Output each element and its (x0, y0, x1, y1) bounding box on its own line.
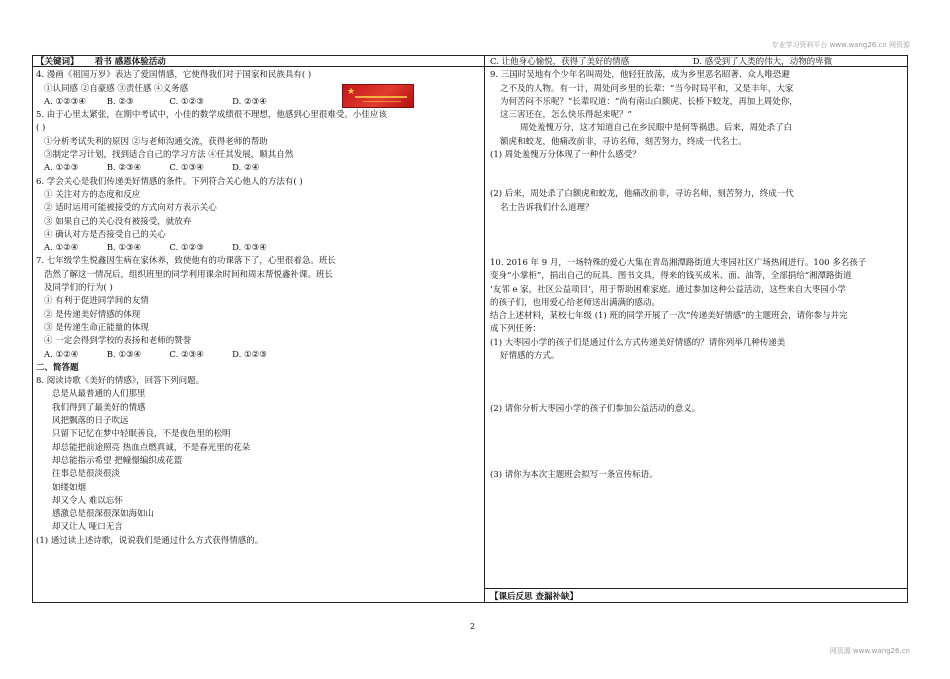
poem-line: 风把飘落的日子吹远 (52, 416, 129, 427)
question-9-sub1: (1) 周处羞愧万分体现了一种什么感受？ (490, 150, 641, 161)
question-10-sub1: (1) 大枣园小学的孩子们是通过什么方式传递美好情感的？请你列举几种传递美 (490, 337, 786, 348)
question-7-item: ④ 一定会得到学校的表扬和老师的赞誉 (44, 336, 192, 347)
question-10-text: 结合上述材料，某校七年级 (1) 班的同学开展了一次“传递美好情感”的主题班会，请你参与并完 (490, 311, 848, 322)
question-10-text: 成下列任务： (490, 324, 542, 335)
poem-line: 我们得到了最美好的情感 (52, 402, 146, 413)
reflection-heading: 【课后反思 查漏补缺】 (490, 592, 578, 602)
question-9-text: 为何苦闷不乐呢？”长辈叹道：“尚有南山白额虎、长桥下蛟龙，再加上周处你， (500, 96, 798, 107)
option-b: B. ②③ (106, 96, 134, 107)
question-9-text: 额虎和蛟龙，他痛改前非，寻访名师，刻苦努力，终成一代名士。 (500, 136, 747, 147)
right-column (490, 56, 904, 601)
option-a: A. ①②④ (44, 243, 79, 254)
poem-line: 却总能指示希望 把幢憬编织成花篮 (52, 455, 183, 466)
watermark-top: 专业学习资料平台 www.wang26.cn 网资源 (771, 41, 910, 49)
section-heading: 二、简答题 (36, 362, 79, 373)
option-d: D. ②③④ (232, 96, 267, 107)
poem-line: 总是从最普通的人们那里 (52, 389, 146, 400)
question-7-stem: 浩然了解这一情况后，组织班里的同学利用课余时间和周末帮悦鑫补课。班长 (44, 269, 334, 280)
question-4-stem: 4. 漫画《祖国万岁》表达了爱国情感，它使得我们对于国家和民族具有( ) (36, 70, 312, 81)
question-6-item: ② 适时运用可能被接受的方式向对方表示关心 (44, 203, 217, 214)
option-c: C. ①②③ (169, 96, 204, 107)
keyword-row (36, 56, 482, 69)
option-d: D. ②④ (232, 163, 260, 174)
question-7-options (36, 349, 482, 362)
left-column (36, 56, 482, 601)
question-6-item: ① 关注对方的态度和反应 (44, 189, 141, 200)
carryover-options (490, 56, 904, 69)
question-6-options (36, 242, 482, 255)
question-7-item: ② 是传递美好情感的体现 (44, 309, 141, 320)
watermark-bottom: 网资源 www.wang26.cn (829, 647, 910, 655)
reflection-row (490, 591, 790, 605)
question-10-sub2: (2) 请你分析大枣园小学的孩子们参加公益活动的意义。 (490, 404, 701, 415)
poem-line: 感激总是很深很深如海如山 (52, 509, 155, 520)
question-10-text: 10. 2016 年 9 月，一场特殊的爱心大集在青岛湘潭路街道大枣园社区广场热闹进行。100 多名孩子 (490, 257, 867, 268)
keyword-text: 看书 感恩体验活动 (94, 57, 166, 67)
question-9-sub2: (2) 后来，周处杀了白额虎和蛟龙，他痛改前非，寻访名师，刻苦努力，终成一代 (490, 189, 794, 200)
question-4-items: ①认同感 ②自豪感 ③责任感 ④义务感 (44, 83, 189, 94)
answer-space (490, 162, 904, 188)
question-10-sub3: (3) 请你为本次主题班会拟写一条宣传标语。 (490, 469, 658, 480)
question-8-sub1: (1) 通过读上述诗歌，说说我们是通过什么方式获得情感的。 (36, 535, 264, 546)
option-c: C. ②③④ (169, 349, 204, 360)
question-10-text: ‘友邻 e 家，社区公益项目’，用于帮助困难家庭。通过参加这种公益活动，这些来自大枣园小学 (490, 284, 846, 295)
question-6-item: ③ 如果自己的关心没有被接受，就放弃 (44, 216, 192, 227)
question-7-item: ③ 是传递生命正能量的体现 (44, 322, 149, 333)
question-6-stem: 6. 学会关心是我们传递美好情感的条件。下列符合关心他人的方法有( ) (36, 176, 303, 187)
poem-line: 却又让人 哑口无言 (52, 522, 123, 533)
question-10-sub1: 好情感的方式。 (500, 351, 560, 362)
question-6-item: ④ 确认对方是否接受自己的关心 (44, 229, 166, 240)
poem-line: 往事总是很淡很淡 (52, 469, 121, 480)
answer-space (490, 417, 904, 469)
column-divider (484, 55, 485, 603)
option-d: D. ①②③ (232, 349, 267, 360)
poem-line: 却又令人 难以忘怀 (52, 495, 123, 506)
question-7-stem: 及同学们的行为( ) (44, 283, 113, 294)
question-9-text: 周处羞愧万分，这才知道自己在乡民眼中是何等祸患。后来，周处杀了白 (520, 123, 793, 134)
question-10-text: 的孩子们，也用爱心给老师送出满满的感动。 (490, 297, 661, 308)
question-8-stem: 8. 阅读诗歌《美好的情感》，回答下列问题。 (36, 376, 205, 387)
star-icon: ★ (347, 87, 356, 97)
page-number: 2 (470, 622, 476, 631)
question-7-stem: 7. 七年级学生悦鑫因生病在家休养，致使他有的功课落下了，心里很着急。班长 (36, 256, 336, 267)
option-b: B. ②③④ (106, 163, 142, 174)
poem-line: 却总能把前途照亮 热血点燃真诚，不是春光里的花朵 (52, 442, 251, 453)
question-9-text: 9. 三国时吴地有个少年名叫周处，他轻狂放荡，成为乡里恶名昭著、众人唯恐避 (490, 70, 790, 81)
keyword-label: 【关键词】 (36, 57, 79, 67)
question-5-options (36, 162, 482, 175)
question-5-paren: ( ) (36, 123, 46, 134)
option-d: D. 感受到了人类的伟大，动物的卑微 (692, 57, 833, 67)
poem-line: 如缕如烟 (52, 482, 87, 493)
option-d: D. ①③④ (232, 243, 267, 254)
poem-line: 只留下记忆在梦中轻眠善良，不是夜色里的松明 (52, 429, 231, 440)
question-9-sub2: 名士告诉我们什么道理？ (500, 202, 594, 213)
option-a: A. ①②③④ (44, 96, 87, 107)
option-a: A. ①②④ (44, 349, 79, 360)
question-9-text: 之不及的人物。有一计，周处问乡里的长辈：“当今时局平和，又是丰年，大家 (500, 83, 794, 94)
question-10-text: 变身“小掌柜”，捐出自己的玩具、图书文具，得来的钱买成米、面、油等，全部捐给“湘潭路街道 (490, 271, 852, 282)
question-9-text: 这三害还在，怎么快乐得起来呢？” (500, 110, 632, 121)
option-b: B. ①③④ (106, 243, 142, 254)
question-4-options (36, 96, 482, 109)
option-c: C. 让他身心愉悦，获得了美好的情感 (490, 57, 630, 67)
question-7-item: ① 有利于促进同学间的友情 (44, 296, 149, 307)
option-c: C. ①②③ (169, 243, 204, 254)
question-5-item-row: ③制定学习计划，找到适合自己的学习方法 ④任其发展，顺其自然 (44, 150, 294, 161)
option-b: B. ①③④ (106, 349, 142, 360)
question-5-stem: 5. 由于心里太紧张，在期中考试中，小佳的数学成绩很不理想，他感到心里很难受。小佳应该 (36, 110, 387, 121)
option-a: A. ①②③ (44, 163, 79, 174)
question-5-item-row: ①分析考试失利的原因 ②与老师沟通交流，获得老师的帮助 (44, 136, 268, 147)
option-c: C. ①③④ (169, 163, 204, 174)
answer-space (490, 363, 904, 403)
answer-space (490, 215, 904, 257)
